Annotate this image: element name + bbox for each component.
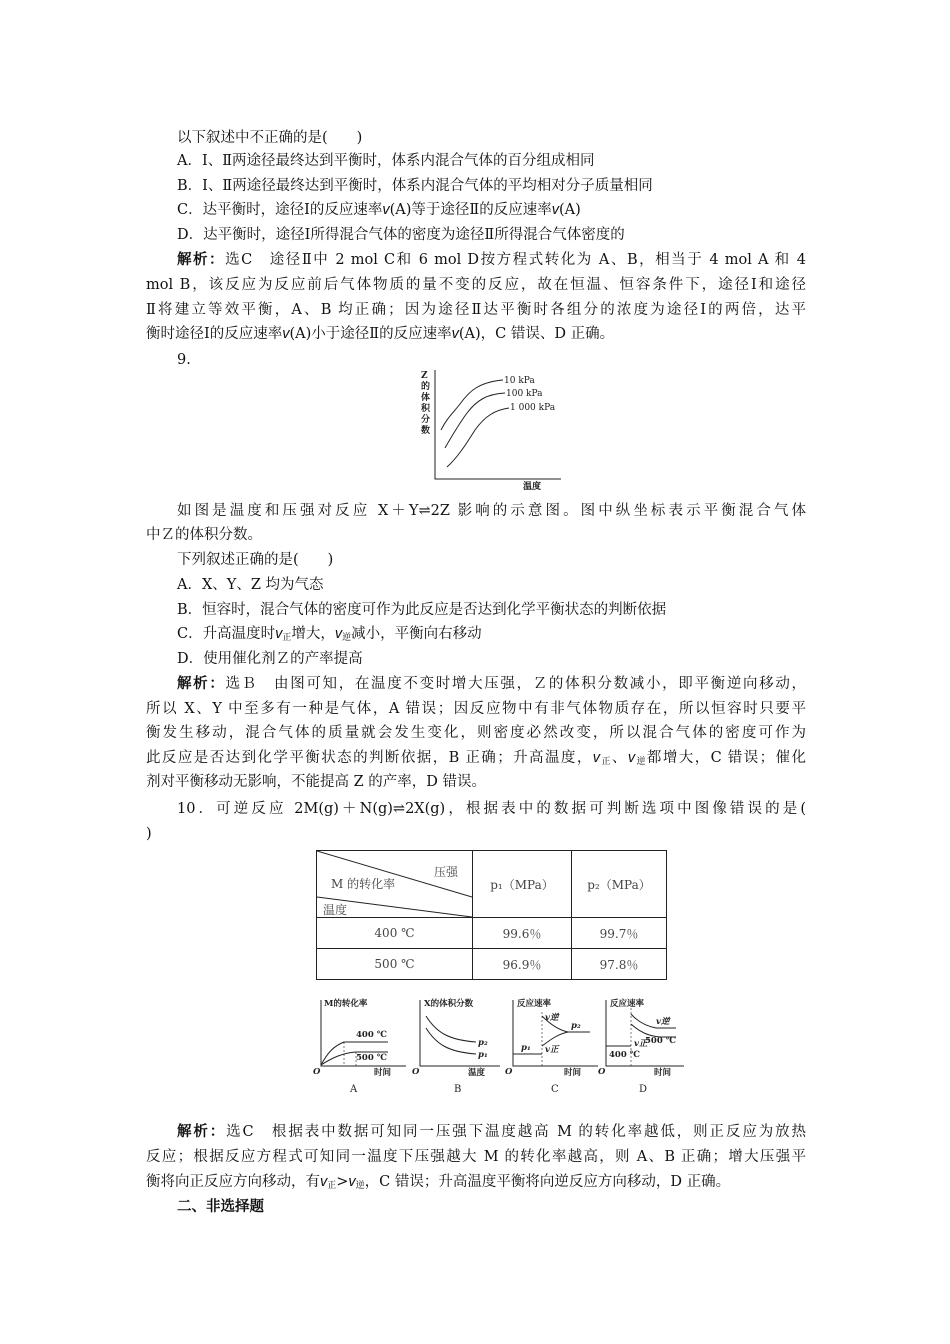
- table-header-diagonal-cell: [317, 851, 473, 918]
- graph-b-xlabel: 温度: [468, 1068, 486, 1078]
- graph-a-letter: A: [350, 1084, 358, 1095]
- q10-answer-line-1: 解析：选C 根据表中数据可知同一压强下温度越高 M 的转化率越低，则正反应为放热: [177, 1123, 806, 1140]
- graph-d-label-vni: v逆: [656, 1017, 670, 1027]
- graph-a-xlabel: 时间: [374, 1068, 392, 1078]
- q8-answer-line-1: 解析：选C 途径Ⅱ中 2 mol C和 6 mol D按方程式转化为 A、B，相当于 4 mol A 和 4: [177, 251, 807, 268]
- graph-a-label-500: 500 ℃: [356, 1053, 387, 1063]
- q8-option-c: C．达平衡时，途径Ⅰ的反应速率v(A)等于途径Ⅱ的反应速率v(A): [177, 202, 581, 218]
- table-cell-p1: 99.6％: [473, 918, 572, 949]
- q10-answer-line-2: 反应；根据反应方程式可知同一温度下压强越大 M 的转化率越高，则 A、B 正确；增大压强平: [146, 1149, 806, 1165]
- q9-pressure-temperature-figure: [415, 368, 565, 492]
- graph-c-label-vni: v逆: [545, 1013, 559, 1023]
- q9-answer-line-4: 此反应是否达到化学平衡状态的判断依据，B 正确；升高温度，$v_正$、$v_逆$都增大，C 错误；催化: [146, 750, 806, 767]
- curve-100kpa: [445, 393, 505, 448]
- table-header-p1: p₁（MPa）: [473, 851, 572, 918]
- graph-c: [505, 998, 598, 1095]
- q9-option-d: D．使用催化剂Ｚ的产率提高: [177, 651, 363, 667]
- graph-c-label-p1: p₁: [521, 1043, 531, 1053]
- fig-ylabel-char: 数: [421, 426, 431, 436]
- q8-answer-line-2: mol B，该反应为反应前后气体物质的量不变的反应，故在恒温、恒容条件下，途径Ⅰ和途径: [146, 277, 806, 293]
- table-row: [317, 918, 667, 949]
- q9-number: 9.: [177, 352, 191, 368]
- curve-10kpa: [441, 380, 503, 430]
- fig-xlabel: 温度: [523, 482, 542, 492]
- q10-option-graphs: [308, 994, 688, 1098]
- fig-ylabel-char: Z: [421, 371, 428, 381]
- graph-c-label-p2: p₂: [571, 1021, 581, 1031]
- q8-option-d: D．达平衡时，途径Ⅰ所得混合气体的密度为途径Ⅱ所得混合气体密度的: [177, 227, 625, 243]
- q9-answer-line-2: 所以 X、Y 中至多有一种是气体，A 错误；因反应物中有非气体物质存在，所以恒容时只要平: [146, 701, 806, 717]
- q10-answer-line-3: 衡将向正反应方向移动，有$v_正>v_逆$，C 错误；升高温度平衡将向逆反应方向移动，D 正确。: [146, 1174, 731, 1191]
- table-cell-p2: 99.7％: [572, 918, 667, 949]
- fig-ylabel-char: 体: [421, 393, 431, 403]
- curve-label-10kpa: 10 kPa: [504, 376, 535, 386]
- section-heading: 二、非选择题: [177, 1198, 264, 1215]
- q9-answer-line-3: 衡发生移动，混合气体的质量就会发生变化，则密度必然改变，所以混合气体的密度可作为: [146, 725, 806, 741]
- graph-c-ylabel: 反应速率: [517, 999, 552, 1009]
- q8-answer-line-4: 衡时途径Ⅰ的反应速率v(A)小于途径Ⅱ的反应速率v(A)，C 错误、D 正确。: [146, 326, 615, 342]
- q9-stem: 下列叙述正确的是( ): [177, 552, 334, 568]
- graph-d-xlabel: 时间: [654, 1068, 672, 1078]
- graph-c-label-vzheng: v正: [545, 1045, 559, 1055]
- curve-label-1000kpa: 1 000 kPa: [510, 403, 556, 413]
- graph-b-ylabel: X的体积分数: [424, 999, 474, 1009]
- graph-c-origin: O: [505, 1067, 513, 1077]
- q8-stem: 以下叙述中不正确的是( ): [177, 130, 363, 146]
- q8-option-a: A．Ⅰ、Ⅱ两途径最终达到平衡时，体系内混合气体的百分组成相同: [177, 153, 595, 169]
- q9-option-c: C．升高温度时$v_正$增大，$v_逆$减小，平衡向右移动: [177, 626, 482, 643]
- table-cell-p2: 97.8％: [572, 949, 667, 980]
- graph-b-letter: B: [454, 1084, 462, 1095]
- graph-c-curve-vzheng: [542, 1032, 568, 1046]
- q8-answer-line-3: Ⅱ将建立等效平衡，A、B 均正确；因为途径Ⅱ达平衡时各组分的浓度为途径Ⅰ的两倍，达平: [146, 302, 806, 318]
- graph-b-label-p2: p₂: [478, 1038, 488, 1048]
- graph-d-label-500: 500 ℃: [645, 1036, 676, 1046]
- q10-data-table: [316, 850, 667, 980]
- graph-a-origin: O: [313, 1067, 321, 1077]
- q9-answer-line-1: 解析：选Ｂ 由图可知，在温度不变时增大压强，Ｚ的体积分数减小，即平衡逆向移动，: [177, 675, 806, 692]
- graph-d-letter: D: [639, 1084, 648, 1095]
- table-row: [317, 949, 667, 980]
- q9-description-line-1: 如图是温度和压强对反应 X＋Y⇌2Z 影响的示意图。图中纵坐标表示平衡混合气体: [177, 503, 806, 519]
- graph-d-ylabel: 反应速率: [610, 999, 645, 1009]
- graph-b: [412, 998, 500, 1095]
- table-header-p2: p₂（MPa）: [572, 851, 667, 918]
- q10-stem-line-2: ): [146, 826, 152, 842]
- table-header-pressure: 压强: [433, 865, 458, 879]
- table-cell-temp: 400 ℃: [317, 918, 473, 949]
- graph-c-letter: C: [551, 1084, 559, 1095]
- graph-b-label-p1: p₁: [478, 1050, 488, 1060]
- fig-ylabel-char: 积: [421, 404, 431, 414]
- q8-option-b: B．Ⅰ、Ⅱ两途径最终达到平衡时，体系内混合气体的平均相对分子质量相同: [177, 178, 653, 194]
- curve-label-100kpa: 100 kPa: [506, 389, 543, 399]
- graph-d-label-vzheng: v正: [634, 1039, 648, 1049]
- fig-axes: [435, 370, 561, 479]
- q9-option-a: A．X、Y、Z 均为气态: [177, 577, 324, 593]
- graph-d: [598, 998, 684, 1095]
- table-header-conversion: M 的转化率: [331, 877, 396, 891]
- fig-ylabel-char: 的: [421, 382, 431, 392]
- q10-stem-line-1: 10．可逆反应 2M(g)＋N(g)⇌2X(g)，根据表中的数据可判断选项中图像错误的是(: [177, 801, 806, 817]
- curve-1000kpa: [447, 408, 509, 467]
- graph-b-origin: O: [412, 1067, 420, 1077]
- table-header-temperature: 温度: [323, 903, 348, 917]
- graph-d-origin: O: [598, 1067, 606, 1077]
- q9-option-b: B．恒容时，混合气体的密度可作为此反应是否达到化学平衡状态的判断依据: [177, 602, 667, 618]
- graph-d-label-400: 400 ℃: [609, 1050, 640, 1060]
- graph-a: [313, 998, 406, 1095]
- fig-ylabel-char: 分: [421, 415, 431, 425]
- graph-c-xlabel: 时间: [564, 1068, 582, 1078]
- table-header-row: [317, 851, 667, 918]
- graph-a-label-400: 400 ℃: [356, 1030, 387, 1040]
- table-cell-p1: 96.9％: [473, 949, 572, 980]
- graph-a-ylabel: M的转化率: [324, 999, 368, 1009]
- q9-description-line-2: 中Ｚ的体积分数。: [146, 527, 262, 543]
- q9-answer-line-5: 剂对平衡移动无影响，不能提高 Z 的产率，D 错误。: [146, 774, 487, 790]
- table-cell-temp: 500 ℃: [317, 949, 473, 980]
